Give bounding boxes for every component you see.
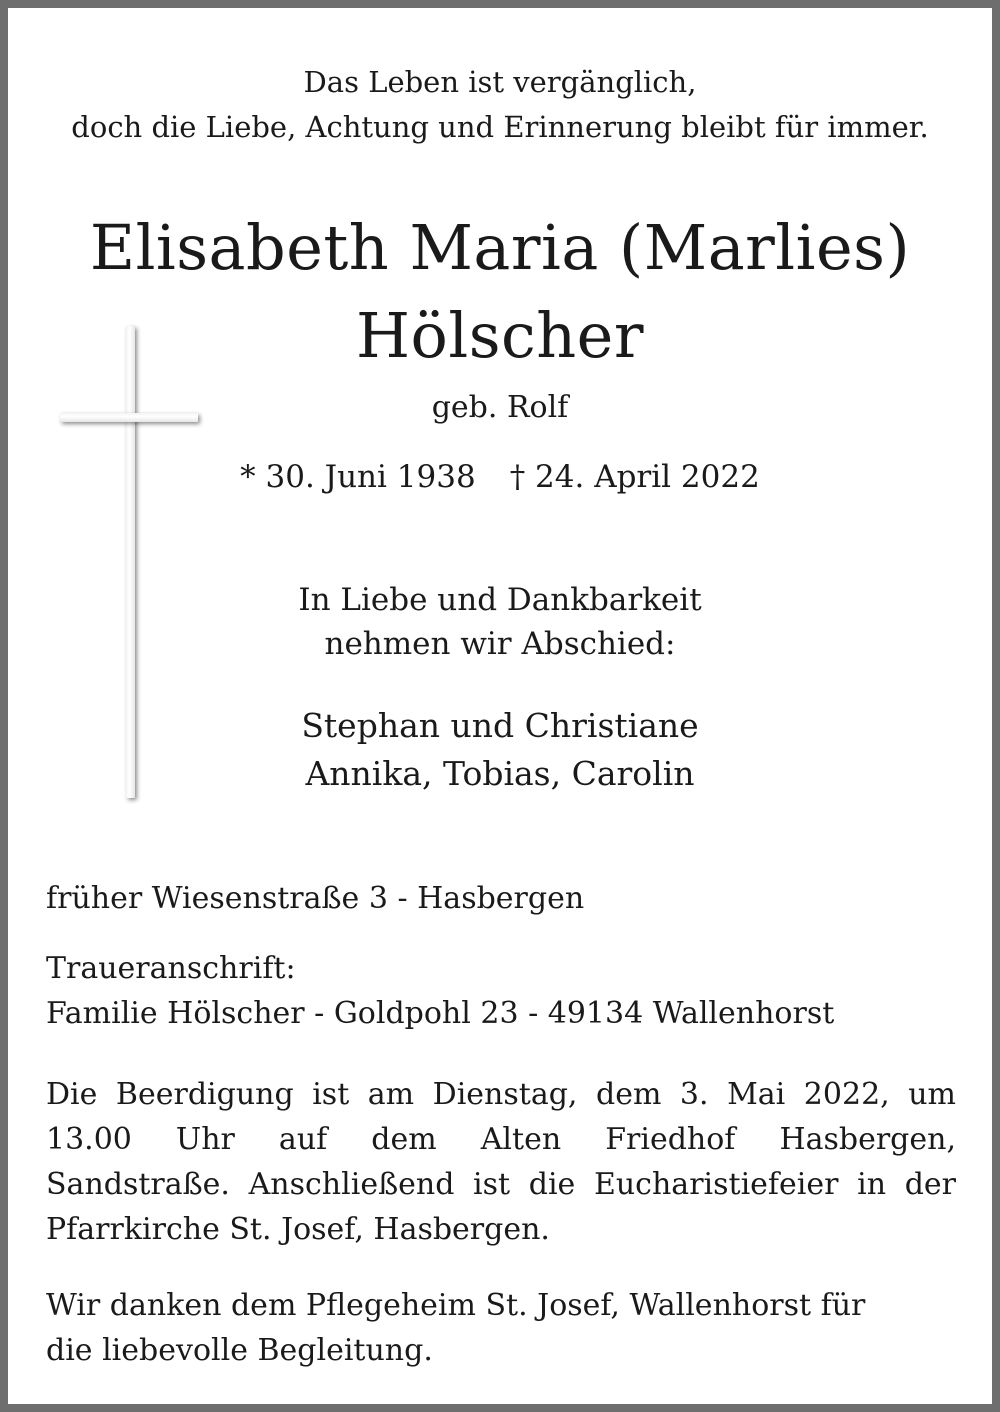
funeral-line-2: 13.00 Uhr auf dem Alten Friedhof Hasbergen, [46,1122,956,1157]
maiden-name: geb. Rolf [431,390,569,425]
farewell-text [8,578,992,666]
funeral-line-1: Die Beerdigung ist am Dienstag, dem 3. Mai 2022, um [46,1077,956,1112]
thanks-line-2: die liebevolle Begleitung. [46,1333,433,1368]
mourners-line-2: Annika, Tobias, Carolin [305,754,695,793]
funeral-line-3: Sandstraße. Anschließend ist die Eucharistiefeier in der [46,1167,956,1202]
motto-line-2: doch die Liebe, Achtung und Erinnerung bleibt für immer. [71,110,929,144]
funeral-details [46,1072,956,1252]
farewell-line-1: In Liebe und Dankbarkeit [298,582,702,618]
thanks-note [46,1283,956,1373]
deceased-name-line-1: Elisabeth Maria (Marlies) [89,211,911,284]
mourners [8,702,992,798]
motto [8,60,992,150]
mourning-address-value: Familie Hölscher - Goldpohl 23 - 49134 Wallenhorst [46,996,835,1031]
motto-line-1: Das Leben ist vergänglich, [303,65,697,99]
death-date: † 24. April 2022 [509,459,760,495]
life-dates [8,455,992,499]
birth-date: * 30. Juni 1938 [240,459,476,495]
mourners-line-1: Stephan und Christiane [301,706,699,745]
funeral-line-4: Pfarrkirche St. Josef, Hasbergen. [46,1212,550,1247]
farewell-line-2: nehmen wir Abschied: [324,626,676,662]
deceased-name-line-2: Hölscher [355,299,645,372]
former-address: früher Wiesenstraße 3 - Hasbergen [46,881,585,916]
thanks-line-1: Wir danken dem Pflegeheim St. Josef, Wallenhorst für [46,1288,866,1323]
mourning-address-label: Traueranschrift: [46,951,296,986]
mourning-address [46,946,956,1036]
